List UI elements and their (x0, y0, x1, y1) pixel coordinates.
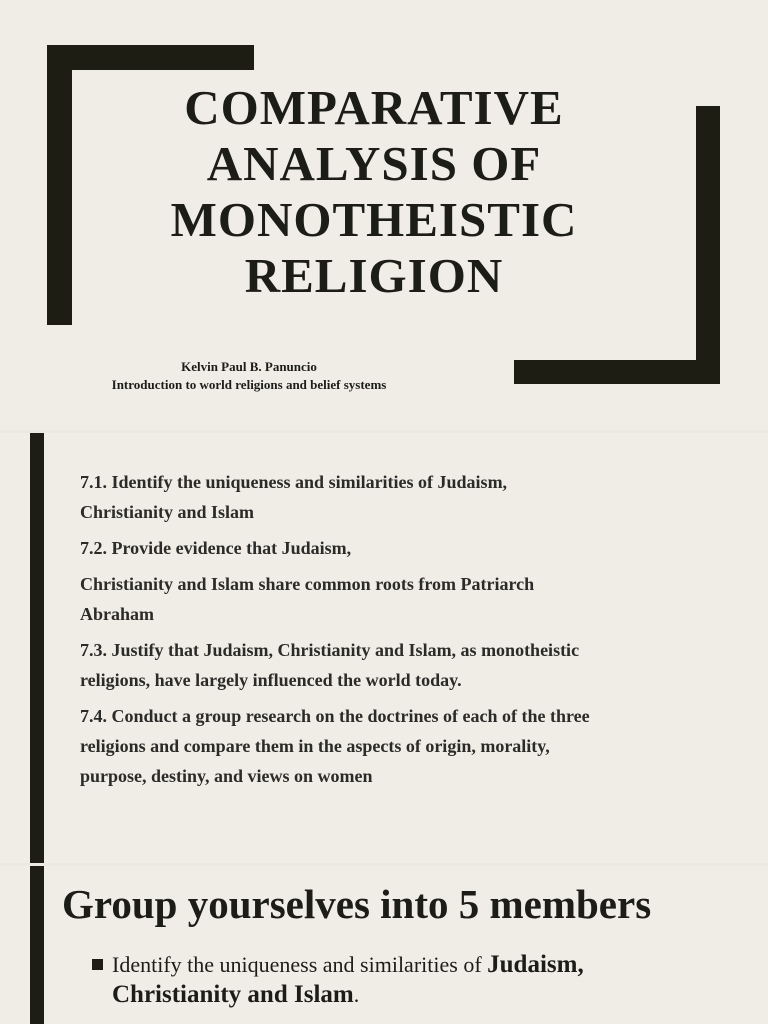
left-accent-bar (30, 433, 44, 863)
square-bullet-icon (92, 959, 103, 970)
title-line-1: COMPARATIVE (184, 80, 564, 135)
objective-item: 7.3. Justify that Judaism, Christianity and Islam, as monotheistic religions, have largely influenced the world today. (80, 640, 580, 690)
group-activity-slide (0, 866, 768, 1024)
objective-item: 7.2. Provide evidence that Judaism, (80, 538, 352, 558)
bullet-plain-text: Identify the uniqueness and similarities of (112, 952, 488, 977)
left-accent-bar (30, 866, 44, 1024)
frame-corner-bottom-right-horizontal (514, 360, 720, 384)
title-line-3: MONOTHEISTIC (170, 192, 578, 247)
frame-corner-top-left-vertical (47, 45, 72, 325)
author-block (64, 358, 434, 394)
title-line-4: RELIGION (244, 248, 504, 303)
objective-item: 7.4. Conduct a group research on the doctrines of each of the three religions and compare them in the aspects of origin, morality, purpose, destiny, and views on women (80, 706, 590, 786)
bullet-text (112, 950, 692, 1010)
objective-item: 7.1. Identify the uniqueness and similarities of Judaism, Christianity and Islam (80, 472, 508, 522)
objectives-list (80, 467, 600, 797)
frame-corner-top-left-horizontal (47, 45, 254, 70)
bullet-emphasis-text: Judaism, Christianity and Islam (112, 951, 584, 1008)
title-line-2: ANALYSIS OF (206, 136, 542, 191)
frame-corner-bottom-right-vertical (696, 106, 720, 384)
bullet-end-text: . (353, 982, 360, 1007)
objectives-slide (0, 433, 768, 863)
slide-heading: Group yourselves into 5 members (62, 881, 652, 927)
objective-item: Christianity and Islam share common roots from Patriarch Abraham (80, 574, 535, 624)
slide-title (110, 80, 638, 304)
title-slide (0, 0, 768, 430)
author-name: Kelvin Paul B. Panuncio (181, 359, 317, 374)
course-name: Introduction to world religions and belief systems (111, 377, 387, 392)
